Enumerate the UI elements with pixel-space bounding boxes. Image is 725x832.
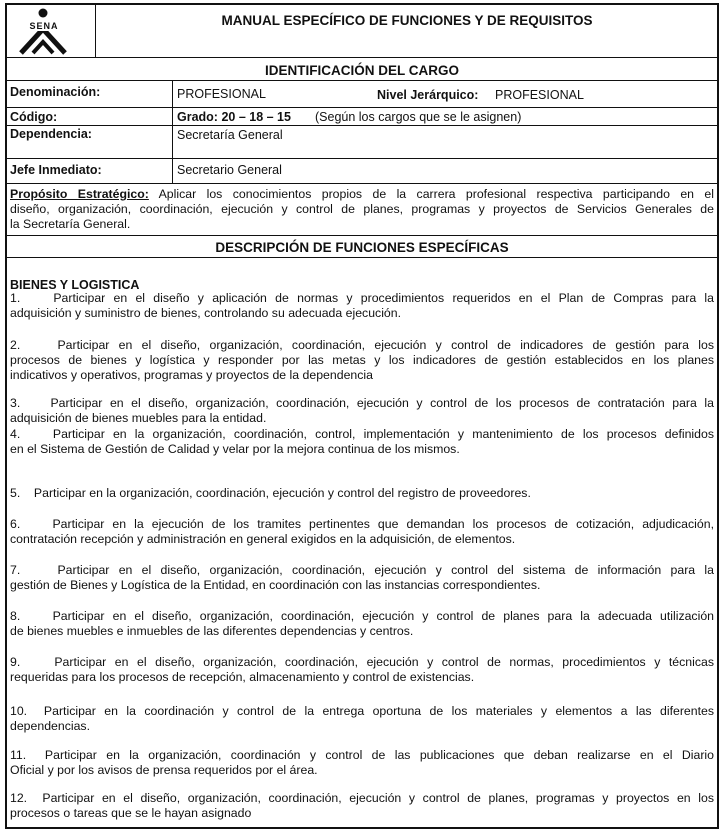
funcion-item-line: 1. Participar en el diseño y aplicación de normas y procedimientos requeridos en el Plan de Compras para la bbox=[10, 291, 714, 305]
proposito-label: Propósito Estratégico: bbox=[10, 187, 149, 201]
funcion-item-line: procesos de bienes y logística y responder por las metas y los indicadores de gestión establecidos en los planes bbox=[10, 353, 714, 367]
funcion-item-line: 3. Participar en el diseño, organización, coordinación, ejecución y control de los procesos de contratación para la bbox=[10, 396, 714, 410]
funcion-item bbox=[10, 704, 714, 734]
funcion-item-line: 8. Participar en el diseño, organización, coordinación, ejecución y control de planes para la adecuada utilización bbox=[10, 609, 714, 623]
proposito-line-3: la Secretaría General. bbox=[10, 217, 131, 231]
sena-logo-icon bbox=[11, 7, 95, 57]
funcion-item-line: 10. Participar en la coordinación y control de la entrega oportuna de los materiales y elementos a las diferentes bbox=[10, 704, 714, 718]
section-title-identificacion: IDENTIFICACIÓN DEL CARGO bbox=[264, 63, 459, 78]
proposito-text-1: Aplicar los conocimientos propios de la carrera profesional respectiva participando en el bbox=[158, 187, 714, 201]
funcion-item-line: 5. Participar en la organización, coordinación, ejecución y control del registro de proveedores. bbox=[10, 486, 531, 500]
denominacion-label: Denominación: bbox=[10, 85, 101, 99]
funcion-item bbox=[10, 291, 714, 321]
funcion-item bbox=[10, 609, 714, 639]
proposito-line-2: diseño, organización, coordinación, ejecución y control de planes, programas y proyectos de Servicios Generales de bbox=[10, 202, 714, 216]
codigo-label: Código: bbox=[10, 110, 58, 124]
funcion-item-line: requeridas para los procesos de recepción, almacenamiento y control de existencias. bbox=[10, 670, 475, 684]
funcion-item-line: en el Sistema de Gestión de Calidad y velar por la mejora continua de los mismos. bbox=[10, 442, 460, 456]
funcion-item-line: 4. Participar en la organización, coordinación, control, implementación y mantenimiento de los procesos definidos bbox=[10, 427, 714, 441]
funcion-item-line: contratación recepción y administración en general exigidos en la adquisición, de elementos. bbox=[10, 532, 516, 546]
funcion-item-line: adquisición de bienes muebles para la entidad. bbox=[10, 411, 267, 425]
funcion-item-line: 7. Participar en el diseño, organización, coordinación, ejecución y control del sistema de información para la bbox=[10, 563, 714, 577]
jefe-label: Jefe Inmediato: bbox=[10, 163, 102, 177]
document-title: MANUAL ESPECÍFICO DE FUNCIONES Y DE REQUISITOS bbox=[221, 13, 593, 28]
document-page bbox=[5, 3, 719, 829]
funcion-item-line: indicativos y operativos, programas y proyectos de la dependencia bbox=[10, 368, 373, 382]
grado-note: (Según los cargos que se le asignen) bbox=[315, 110, 522, 124]
grado-label: Grado: 20 – 18 – 15 bbox=[177, 110, 291, 124]
section-title-descripcion: DESCRIPCIÓN DE FUNCIONES ESPECÍFICAS bbox=[215, 240, 509, 255]
proposito-block bbox=[10, 187, 714, 232]
funcion-item bbox=[10, 486, 714, 501]
funcion-item-line: 9. Participar en el diseño, organización, coordinación, ejecución y control de normas, procedimientos y técnicas bbox=[10, 655, 714, 669]
section-bienes-logistica: BIENES Y LOGISTICA bbox=[10, 278, 140, 292]
funcion-item-line: dependencias. bbox=[10, 719, 90, 733]
funcion-item-line: 11. Participar en la organización, coordinación y control de las publicaciones que deban realizarse en el Diario bbox=[10, 748, 714, 762]
funcion-item-line: Oficial y por los avisos de prensa requeridos por el área. bbox=[10, 763, 318, 777]
logo-text: SENA bbox=[19, 21, 69, 31]
sena-logo bbox=[11, 7, 95, 57]
funcion-item-line: procesos o tareas que se le hayan asignado bbox=[10, 806, 252, 820]
funcion-item bbox=[10, 396, 714, 426]
proposito-line-1 bbox=[10, 187, 714, 202]
funcion-item bbox=[10, 427, 714, 457]
funcion-item bbox=[10, 748, 714, 778]
nivel-label: Nivel Jerárquico: bbox=[377, 88, 479, 102]
funcion-item-line: gestión de Bienes y Logística de la Entidad, en coordinación con las instancias correspondientes. bbox=[10, 578, 541, 592]
funcion-item bbox=[10, 563, 714, 593]
denominacion-value: PROFESIONAL bbox=[177, 87, 266, 101]
funcion-item-line: 2. Participar en el diseño, organización, coordinación, ejecución y control de indicadores de gestión para los bbox=[10, 338, 714, 352]
funcion-item-line: 6. Participar en la ejecución de los tramites pertinentes que demandan los procesos de cotización, adjudicación, bbox=[10, 517, 714, 531]
dependencia-label: Dependencia: bbox=[10, 127, 92, 141]
funcion-item bbox=[10, 338, 714, 383]
jefe-value: Secretario General bbox=[177, 163, 282, 177]
nivel-value: PROFESIONAL bbox=[495, 88, 584, 102]
funcion-item bbox=[10, 517, 714, 547]
funcion-item-line: 12. Participar en el diseño, organización, coordinación, ejecución y control de planes, programas y proyectos en los bbox=[10, 791, 714, 805]
dependencia-value: Secretaría General bbox=[177, 128, 283, 142]
funcion-item-line: de bienes muebles e inmuebles de las diferentes dependencias y centros. bbox=[10, 624, 414, 638]
funcion-item bbox=[10, 655, 714, 685]
funcion-item bbox=[10, 791, 714, 821]
funcion-item-line: adquisición y suministro de bienes, controlando su adecuada ejecución. bbox=[10, 306, 402, 320]
